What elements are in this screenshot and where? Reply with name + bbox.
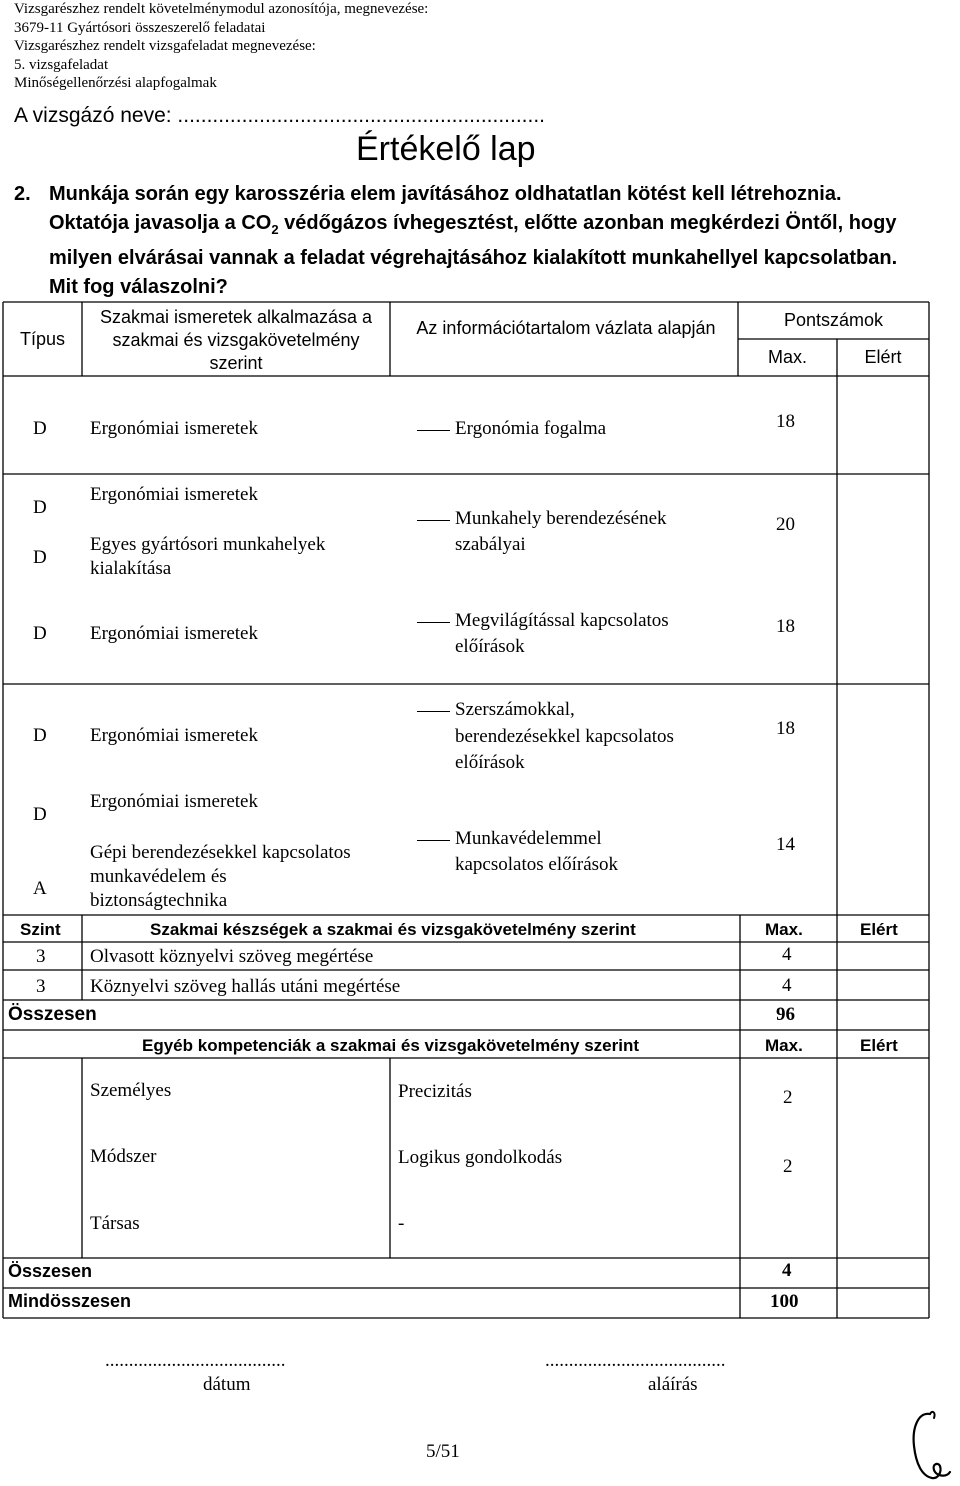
bullet-dash — [417, 520, 450, 521]
row5-type1: D — [33, 804, 47, 825]
task-number: 2. — [14, 183, 31, 205]
row2-knowledge1: Ergonómiai ismeretek — [90, 484, 258, 505]
col-header-points: Pontszámok — [783, 310, 884, 330]
skill-level: 3 — [36, 976, 46, 997]
competency-value: Logikus gondolkodás — [398, 1147, 563, 1168]
row2-info2: szabályai — [455, 534, 526, 555]
skill-label: Köznyelvi szöveg hallás utáni megértése — [90, 976, 401, 997]
skills-header: Szakmai készségek a szakmai és vizsgakövetelmény szerint — [150, 920, 636, 939]
signature-dots: ...................................... — [545, 1350, 726, 1371]
page-title: Értékelő lap — [356, 130, 536, 168]
col-header-achieved: Elért — [864, 347, 902, 367]
task-text-after-sub: védőgázos ívhegesztést, előtte azonban megkérdezi Öntől, hogy milyen elvárásai vannak a feladat végrehajtásához kialakított munkahellyel kapcsolatban. Mit fog válaszolni? — [49, 212, 898, 298]
task-text-line1: Munkája során egy karosszéria elem javításához oldhatatlan kötést kell létrehoznia. — [49, 183, 842, 205]
col-header-max: Max. — [767, 347, 807, 367]
row3-max: 18 — [776, 616, 795, 637]
skill-max: 4 — [782, 975, 792, 996]
task-description — [14, 180, 914, 302]
row3-info1: Megvilágítással kapcsolatos — [455, 610, 669, 631]
row1-knowledge: Ergonómiai ismeretek — [90, 418, 258, 439]
col-header-knowledge: Szakmai ismeretek alkalmazása a szakmai és vizsgakövetelmény szerint — [99, 307, 373, 373]
row5-type2: A — [33, 878, 47, 899]
skill-label: Olvasott köznyelvi szöveg megértése — [90, 946, 374, 967]
row2-max: 20 — [776, 514, 795, 535]
row5-knowledge2a: Gépi berendezésekkel kapcsolatos — [90, 842, 351, 863]
competency-category: Társas — [90, 1213, 140, 1234]
row2-type1: D — [33, 497, 47, 518]
row4-info1: Szerszámokkal, — [455, 699, 575, 720]
handwritten-signature — [908, 1408, 952, 1482]
header-line: 3679-11 Gyártósori összeszerelő feladatai — [14, 19, 266, 36]
row2-type2: D — [33, 547, 47, 568]
row4-info2: berendezésekkel kapcsolatos — [455, 726, 674, 747]
skills-max-header: Max. — [765, 920, 803, 939]
row5-max: 14 — [776, 834, 795, 855]
task-subscript: 2 — [271, 222, 279, 237]
competencies-achieved-header: Elért — [860, 1036, 898, 1055]
task-text-before-sub: Oktatója javasolja a CO — [49, 212, 272, 234]
col-header-info: Az információtartalom vázlata alapján — [416, 318, 716, 338]
candidate-name-field: A vizsgázó neve: ............................................................... — [14, 104, 545, 127]
row5-info1: Munkavédelemmel — [455, 828, 602, 849]
skills-level-header: Szint — [20, 920, 61, 939]
competency-max: 2 — [783, 1087, 793, 1108]
row5-info2: kapcsolatos előírások — [455, 854, 619, 875]
grand-total-label: Mindösszesen — [8, 1291, 132, 1311]
skills-total-label: Összesen — [8, 1004, 97, 1025]
date-label: dátum — [203, 1374, 251, 1395]
bullet-dash — [417, 430, 450, 431]
row4-max: 18 — [776, 718, 795, 739]
row3-type: D — [33, 623, 47, 644]
row2-knowledge2b: kialakítása — [90, 558, 172, 579]
competency-category: Személyes — [90, 1080, 172, 1101]
row4-knowledge: Ergonómiai ismeretek — [90, 725, 258, 746]
header-line: Vizsgarészhez rendelt vizsgafeladat megnevezése: — [14, 38, 316, 54]
row4-info3: előírások — [455, 752, 525, 773]
competency-max: 2 — [783, 1156, 793, 1177]
competency-value: Precizitás — [398, 1081, 472, 1102]
row1-type: D — [33, 418, 47, 439]
skills-total-max: 96 — [776, 1004, 795, 1025]
competency-value: - — [398, 1213, 405, 1234]
competency-category: Módszer — [90, 1146, 157, 1167]
row3-info2: előírások — [455, 636, 525, 657]
header-line: Vizsgarészhez rendelt követelménymodul azonosítója, megnevezése: — [14, 1, 429, 17]
bullet-dash — [417, 840, 450, 841]
task-line1 — [14, 180, 914, 209]
bullet-dash — [417, 711, 450, 712]
competencies-total-label: Összesen — [8, 1261, 93, 1281]
page-number: 5/51 — [426, 1441, 460, 1462]
col-header-type: Típus — [19, 329, 66, 349]
row1-max: 18 — [776, 411, 795, 432]
row4-type: D — [33, 725, 47, 746]
row5-knowledge2b: munkavédelem és — [90, 866, 227, 887]
signature-label: aláírás — [648, 1374, 698, 1395]
competencies-total-max: 4 — [782, 1260, 792, 1281]
task-line2 — [14, 209, 914, 302]
skills-achieved-header: Elért — [860, 920, 898, 939]
date-dots: ...................................... — [105, 1350, 286, 1371]
header-line: Minőségellenőrzési alapfogalmak — [14, 75, 217, 91]
grand-total-max: 100 — [770, 1291, 799, 1312]
bullet-dash — [417, 622, 450, 623]
row2-knowledge2a: Egyes gyártósori munkahelyek — [90, 534, 326, 555]
competencies-max-header: Max. — [765, 1036, 803, 1055]
competencies-header: Egyéb kompetenciák a szakmai és vizsgakövetelmény szerint — [142, 1036, 640, 1055]
row5-knowledge2c: biztonságtechnika — [90, 890, 228, 911]
document-header — [14, 0, 428, 93]
row5-knowledge1: Ergonómiai ismeretek — [90, 791, 258, 812]
skill-level: 3 — [36, 946, 46, 967]
row2-info1: Munkahely berendezésének — [455, 508, 667, 529]
header-line: 5. vizsgafeladat — [14, 56, 109, 73]
row1-info: Ergonómia fogalma — [455, 418, 607, 439]
skill-max: 4 — [782, 944, 792, 965]
row3-knowledge: Ergonómiai ismeretek — [90, 623, 258, 644]
